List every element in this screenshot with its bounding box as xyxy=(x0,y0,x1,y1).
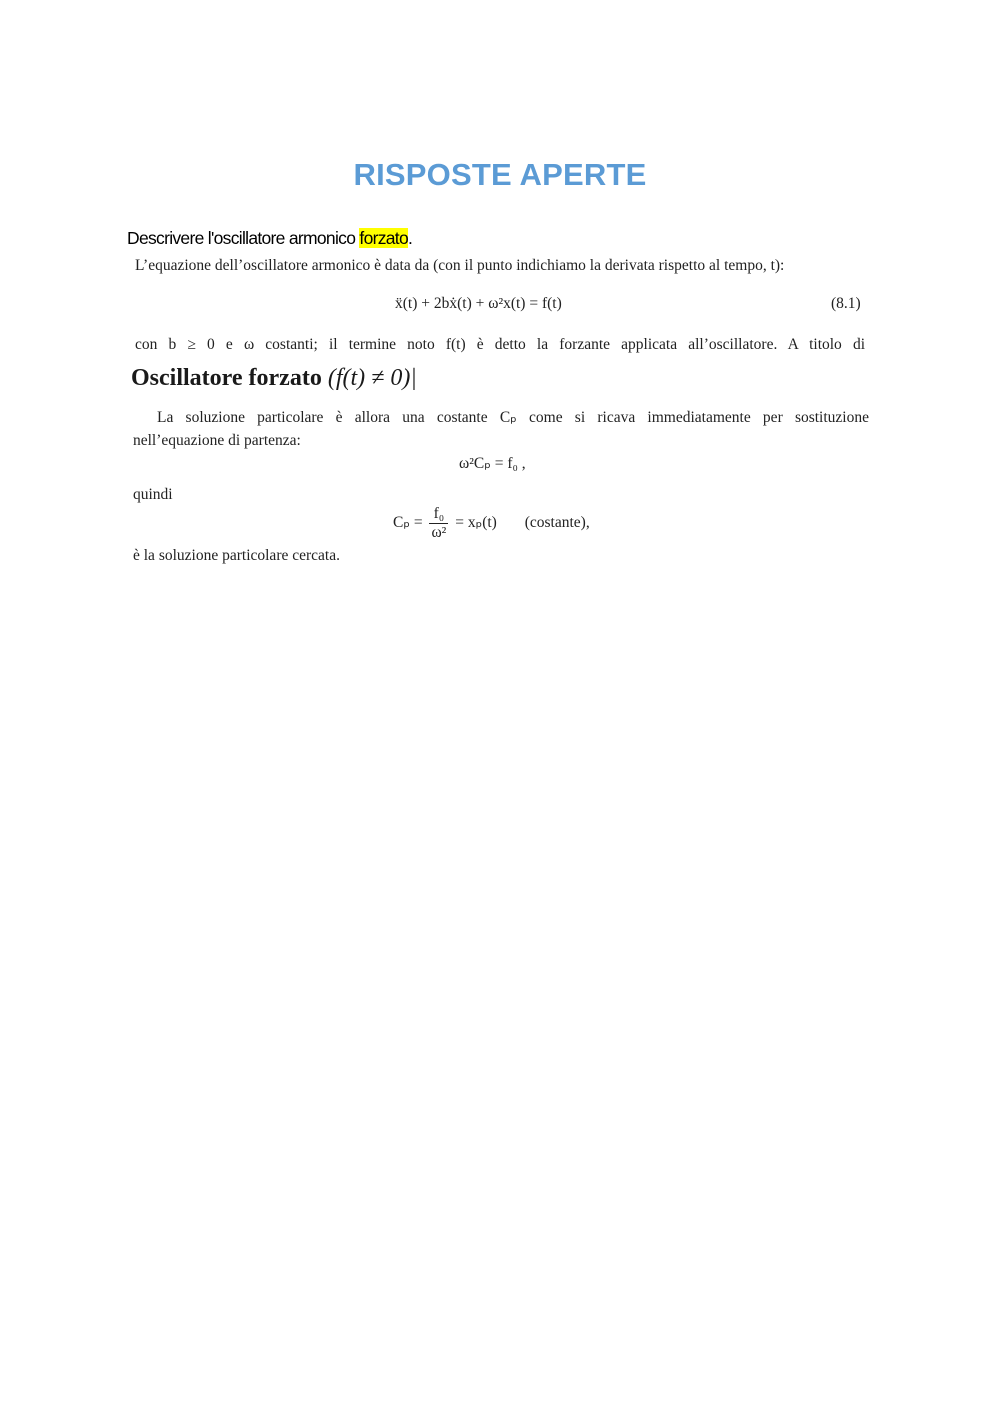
question-text xyxy=(127,228,412,249)
equation-3-lhs: Cₚ = xyxy=(393,514,423,532)
conclusion-paragraph: è la soluzione particolare cercata. xyxy=(133,547,340,564)
section-heading-condition: (f(t) ≠ 0)| xyxy=(327,365,417,391)
question-prefix: Descrivere l'oscillatore armonico xyxy=(127,228,360,248)
equation-3-note: (costante), xyxy=(524,514,590,532)
constants-paragraph: con b ≥ 0 e ω costanti; il termine noto f(t) è detto la forzante applicata all’oscillatore. A titolo di xyxy=(135,336,865,353)
section-heading-text: Oscillatore forzato xyxy=(131,365,322,391)
highlighted-word: forzato xyxy=(359,228,409,248)
equation-3-rhs: = xₚ(t) xyxy=(455,514,497,532)
fraction-numerator: f₀ xyxy=(429,505,448,524)
equation-3-fraction xyxy=(429,505,448,542)
quindi-text: quindi xyxy=(133,486,173,503)
fraction-denominator: ω² xyxy=(431,524,447,541)
particular-solution-continuation: nell’equazione di partenza: xyxy=(133,432,301,449)
equation-3 xyxy=(393,505,590,542)
intro-paragraph: L’equazione dell’oscillatore armonico è data da (con il punto indichiamo la derivata rispetto al tempo, t): xyxy=(135,257,785,274)
section-heading xyxy=(131,365,417,392)
page-title: RISPOSTE APERTE xyxy=(353,157,647,192)
question-suffix: . xyxy=(408,228,413,248)
equation-8-1: ẍ(t) + 2bẋ(t) + ω²x(t) = f(t) xyxy=(395,295,562,312)
equation-number: (8.1) xyxy=(831,295,861,312)
equation-2: ω²Cₚ = f₀ , xyxy=(459,455,526,472)
particular-solution-paragraph: La soluzione particolare è allora una costante Cₚ come si ricava immediatamente per sostituzione xyxy=(157,409,869,426)
